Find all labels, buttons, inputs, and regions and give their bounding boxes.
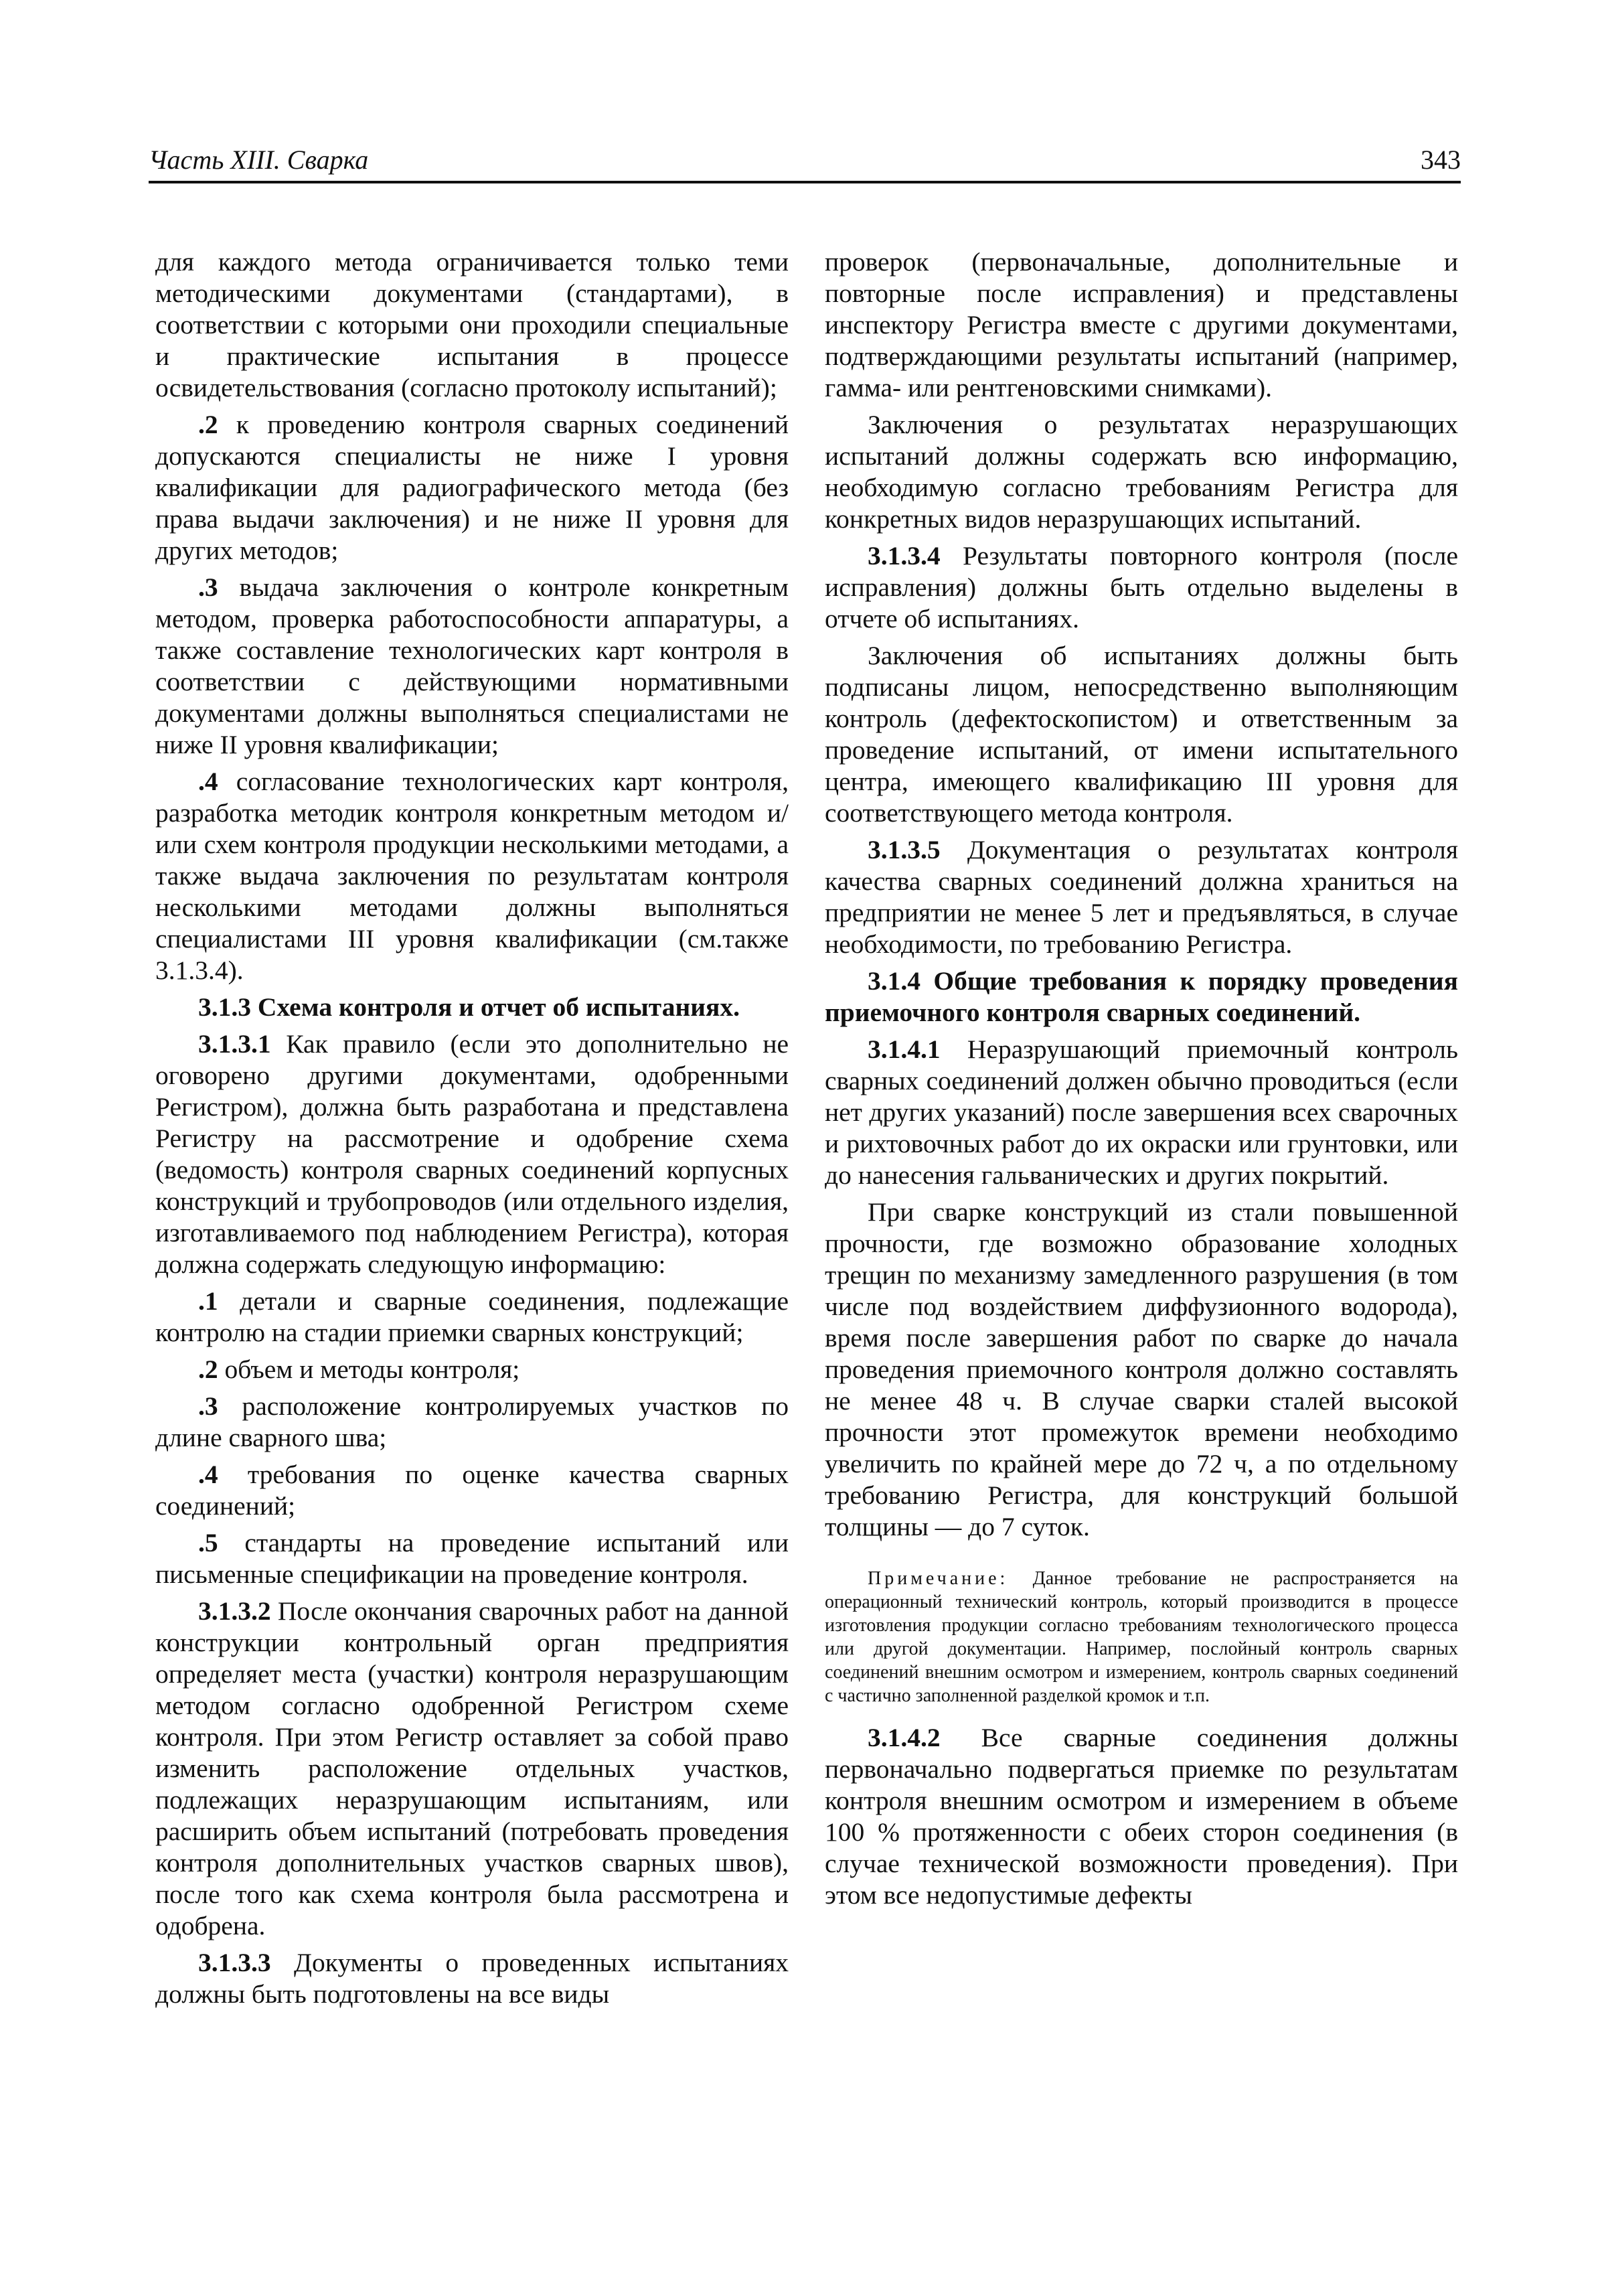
left-column — [155, 246, 789, 2015]
list-item: .1 детали и сварные соединения, подлежащие контролю на стадии приемки сварных конструкций; — [155, 1286, 789, 1347]
list-item: .3 выдача заключения о контроле конкретным методом, проверка работоспособности аппаратуры, а также составление технологических карт контроля в соответствии с действующими нормативными документами должны выполняться специалистами не ниже II уровня квалификации; — [155, 572, 789, 759]
running-header — [149, 139, 1461, 183]
paragraph: 3.1.3.2 После окончания сварочных работ на данной конструкции контрольный орган предприятия определяет места (участки) контроля неразрушающим методом согласно одобренной Регистром схеме контроля. При этом Регистр оставляет за собой право изменить расположение отдельных участков, подлежащих неразрушающим испытаниям, или расширить объем испытаний (потребовать проведения контроля дополнительных участков сварных швов), после того как схема контроля была рассмотрена и одобрена. — [155, 1596, 789, 1940]
right-column — [825, 246, 1458, 1916]
paragraph: Заключения об испытаниях должны быть подписаны лицом, непосредственно выполняющим контроль (дефектоскопистом) и ответственным за проведение испытаний, от имени испытательного центра, имеющего квалификацию III уровня для соответствующего метода контроля. — [825, 641, 1458, 828]
list-item: .4 требования по оценке качества сварных соединений; — [155, 1460, 789, 1521]
note: Примечание: Данное требование не распространяется на операционный технический контроль, который производится в процессе изготовления продукции согласно требованиям технологического процесса или другой документации. Например, послойный контроль сварных соединений внешним осмотром и измерением, контроль сварных соединений с частично заполненной разделкой кромок и т.п. — [825, 1568, 1458, 1706]
section-heading: 3.1.3 Схема контроля и отчет об испытаниях. — [198, 992, 740, 1022]
paragraph: 3.1.3.3 Документы о проведенных испытаниях должны быть подготовлены на все виды — [155, 1948, 789, 2009]
paragraph: проверок (первоначальные, дополнительные и повторные после исправления) и представлены инспектору Регистра вместе с другими документами, подтверждающими результаты испытаний (например, гамма- или рентгеновскими снимками). — [825, 247, 1458, 402]
page-number: 343 — [1421, 145, 1461, 175]
paragraph: 3.1.3.5 Документация о результатах контроля качества сварных соединений должна храниться на предприятии не менее 5 лет и предъявляться, в случае необходимости, по требованию Регистра. — [825, 835, 1458, 959]
paragraph: 3.1.3.1 Как правило (если это дополнительно не оговорено другими документами, одобренными Регистром), должна быть разработана и представлена Регистру на рассмотрение и одобрение схема (ведомость) контроля сварных соединений корпусных конструкций и трубопроводов (или отдельного изделия, изготавливаемого под наблюдением Регистра), которая должна содержать следующую информацию: — [155, 1029, 789, 1279]
paragraph: При сварке конструкций из стали повышенной прочности, где возможно образование холодных трещин по механизму замедленного разрушения (в том числе под воздействием диффузионного водорода), время после завершения работ по сварке до начала проведения приемочного контроля должно составлять не менее 48 ч. В случае сварки сталей высокой прочности этот промежуток времени необходимо увеличить по крайней мере до 72 ч, а по отдельному требованию Регистра, для конструкций большой толщины — до 7 суток. — [825, 1197, 1458, 1541]
list-item: .3 расположение контролируемых участков по длине сварного шва; — [155, 1391, 789, 1452]
paragraph: Заключения о результатах неразрушающих испытаний должны содержать всю информацию, необходимую согласно требованиям Регистра для конкретных видов неразрушающих испытаний. — [825, 410, 1458, 534]
list-item: .4 согласование технологических карт контроля, разработка методик контроля конкретным методом и/или схем контроля продукции несколькими методами, а также выдача заключения по результатам контроля несколькими методами должны выполняться специалистами III уровня квалификации (см.также 3.1.3.4). — [155, 767, 789, 985]
header-title: Часть XIII. Сварка — [149, 145, 369, 175]
list-item: .5 стандарты на проведение испытаний или письменные спецификации на проведение контроля. — [155, 1528, 789, 1589]
list-item: .2 объем и методы контроля; — [198, 1355, 520, 1384]
paragraph: 3.1.3.4 Результаты повторного контроля (после исправления) должны быть отдельно выделены в отчете об испытаниях. — [825, 541, 1458, 633]
paragraph: для каждого метода ограничивается только теми методическими документами (стандартами), в соответствии с которыми они проходили специальные и практические испытания в процессе освидетельствования (согласно протоколу испытаний); — [155, 247, 789, 402]
paragraph: 3.1.4.1 Неразрушающий приемочный контроль сварных соединений должен обычно проводиться (если нет других указаний) после завершения всех сварочных и рихтовочных работ до их окраски или грунтовки, или до нанесения гальванических и других покрытий. — [825, 1035, 1458, 1190]
section-heading: 3.1.4 Общие требования к порядку проведения приемочного контроля сварных соединений. — [825, 966, 1458, 1027]
paragraph: 3.1.4.2 Все сварные соединения должны первоначально подвергаться приемке по результатам контроля внешним осмотром и измерением в объеме 100 % протяженности с обеих сторон соединения (в случае технической возможности проведения). При этом все недопустимые дефекты — [825, 1723, 1458, 1910]
list-item: .2 к проведению контроля сварных соединений допускаются специалисты не ниже I уровня квалификации для радиографического метода (без права выдачи заключения) и не ниже II уровня для других методов; — [155, 410, 789, 565]
